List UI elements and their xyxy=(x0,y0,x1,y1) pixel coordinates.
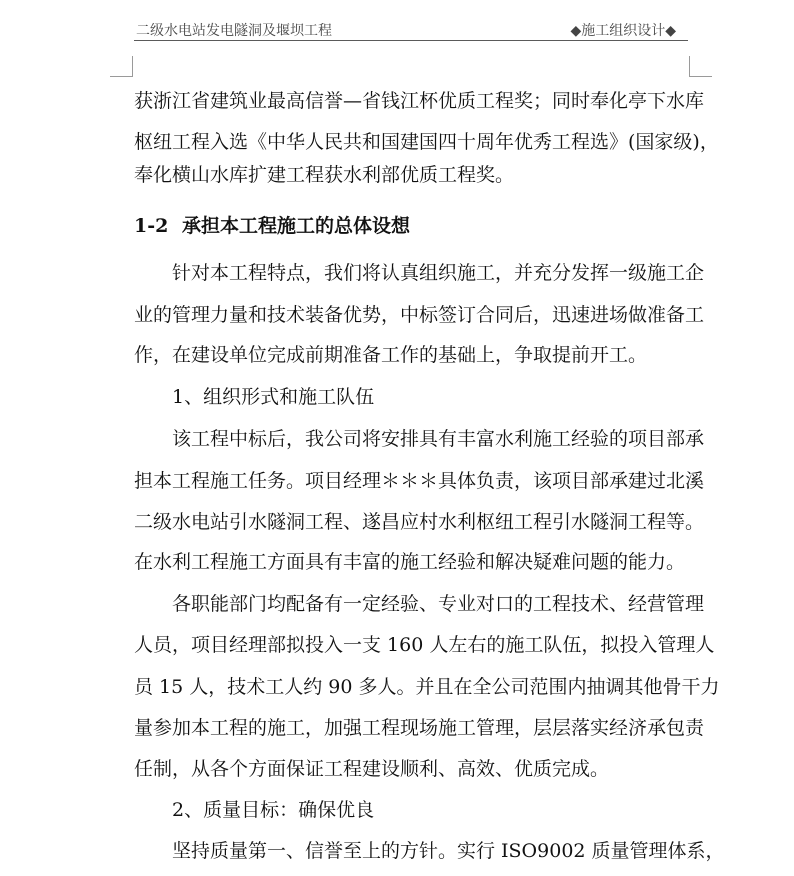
text-line: 枢纽工程入选《中华人民共和国建国四十周年优秀工程选》(国家级)， xyxy=(134,131,719,153)
text-line: 业的管理力量和技术装备优势，中标签订合同后，迅速进场做准备工 xyxy=(134,304,705,326)
section-heading xyxy=(134,211,410,241)
text-line: 该工程中标后，我公司将安排具有丰富水利施工经验的项目部承 xyxy=(172,428,705,450)
text-line: 任制，从各个方面保证工程建设顺利、高效、优质完成。 xyxy=(134,758,610,780)
section-number: 1-2 xyxy=(134,215,169,237)
text-line: 针对本工程特点，我们将认真组织施工，并充分发挥一级施工企 xyxy=(172,262,705,284)
text-line: 坚持质量第一、信誉至上的方针。实行 ISO9002 质量管理体系， xyxy=(172,840,725,862)
text-line: 奉化横山水库扩建工程获水利部优质工程奖。 xyxy=(134,164,515,186)
text-line: 在水利工程施工方面具有丰富的施工经验和解决疑难问题的能力。 xyxy=(134,551,686,573)
text-line: 作，在建设单位完成前期准备工作的基础上，争取提前开工。 xyxy=(134,344,648,366)
item-title: 2、质量目标：确保优良 xyxy=(172,799,375,821)
text-line: 量参加本工程的施工，加强工程现场施工管理，层层落实经济承包责 xyxy=(134,717,705,739)
header-document-type: ◆施工组织设计◆ xyxy=(570,23,676,39)
text-line: 人员，项目经理部拟投入一支 160 人左右的施工队伍，拟投入管理人 xyxy=(134,634,715,656)
section-title: 承担本工程施工的总体设想 xyxy=(182,215,411,237)
text-line: 担本工程施工任务。项目经理＊＊＊具体负责，该项目部承建过北溪 xyxy=(134,470,705,492)
text-line: 员 15 人，技术工人约 90 多人。并且在全公司范围内抽调其他骨干力 xyxy=(134,676,720,698)
text-line: 各职能部门均配备有一定经验、专业对口的工程技术、经营管理 xyxy=(172,593,705,615)
text-line: 二级水电站引水隧洞工程、遂昌应村水利枢纽工程引水隧洞工程等。 xyxy=(134,511,705,533)
text-line: 获浙江省建筑业最高信誉—省钱江杯优质工程奖；同时奉化亭下水库 xyxy=(134,90,705,112)
header-project-title: 二级水电站发电隧洞及堰坝工程 xyxy=(136,23,332,39)
item-title: 1、组织形式和施工队伍 xyxy=(172,386,375,408)
